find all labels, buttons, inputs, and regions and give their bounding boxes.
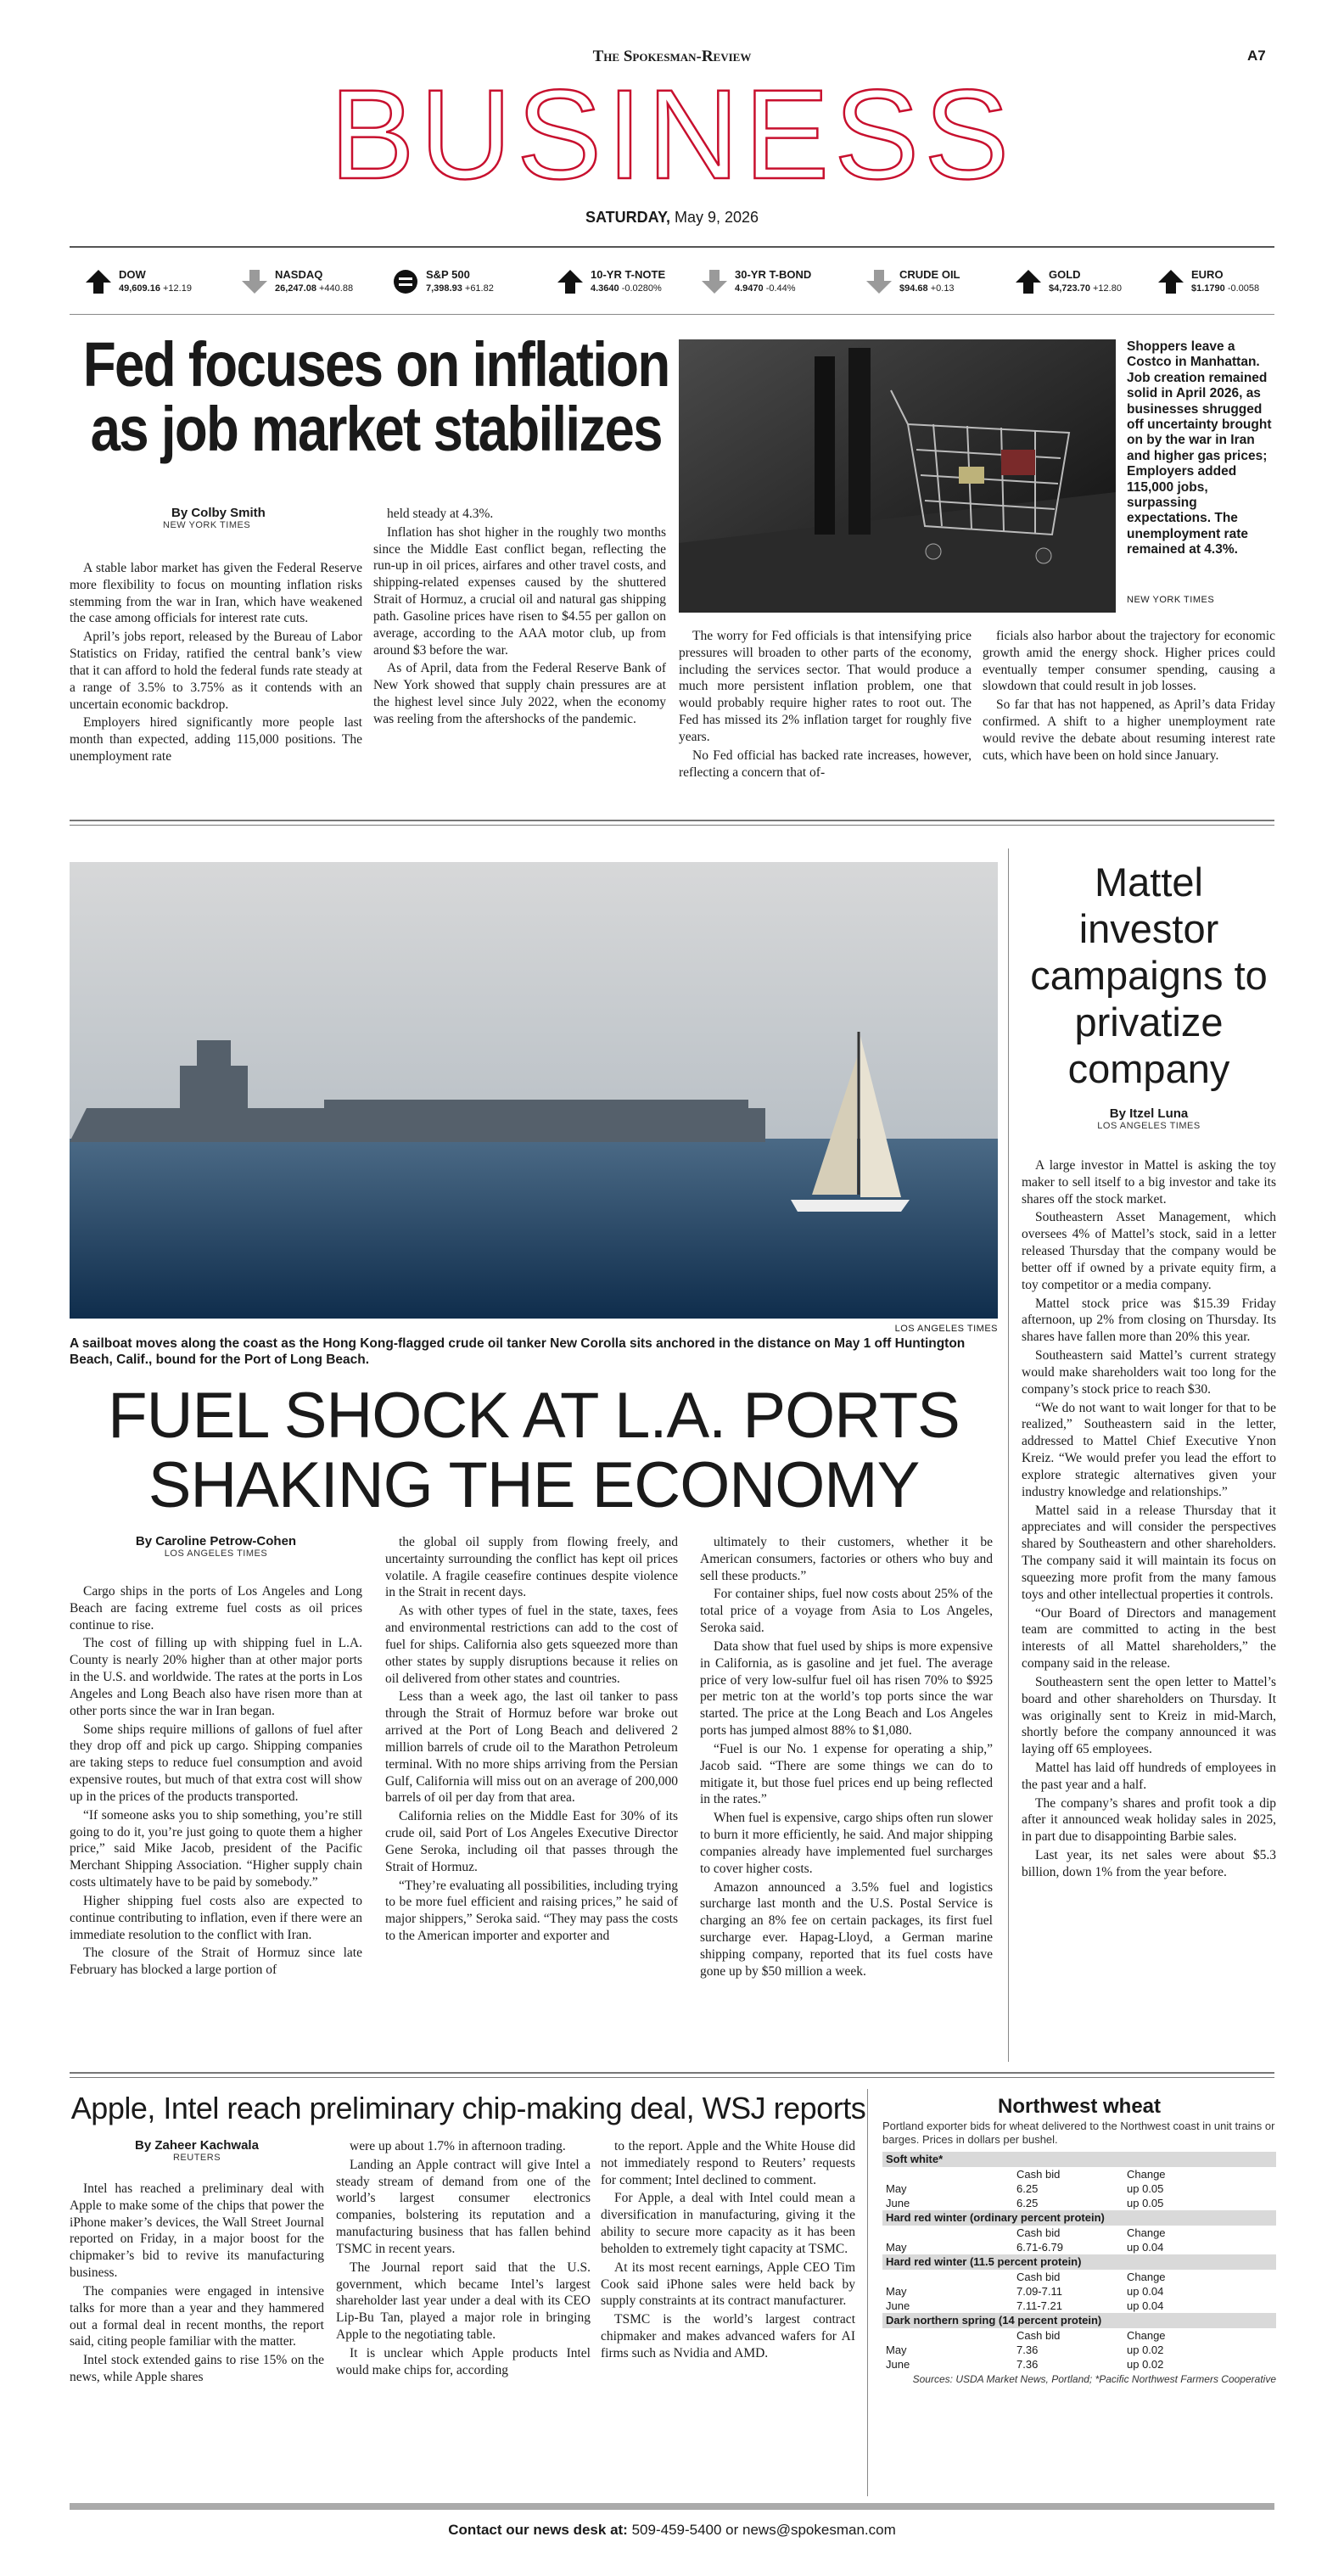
paragraph: Mattel stock price was $15.39 Friday afternoon, up 2% from closing on Thursday. Its shares have fallen more than 20% this year. xyxy=(1022,1296,1276,1345)
page-number: A7 xyxy=(1247,48,1266,64)
paragraph: “Our Board of Directors and management team are committed to acting in the best interests of all Mattel shareholders,” the company said in the release. xyxy=(1022,1605,1276,1672)
wheat-month: June xyxy=(886,2197,910,2209)
story4-credit: REUTERS xyxy=(172,2153,221,2163)
story2-col3 xyxy=(700,1534,993,1982)
story4-headline: Apple, Intel reach preliminary chip-making deal, WSJ reports xyxy=(70,2091,866,2125)
arrow-up-icon xyxy=(1157,268,1184,295)
ticker-euro xyxy=(1157,265,1302,302)
paragraph: When fuel is expensive, cargo ships often run slower to burn it more efficiently, he said. And major shipping companies already have implemented fuel surcharges to cover higher costs. xyxy=(700,1811,993,1876)
column-divider xyxy=(1008,848,1009,2062)
wheat-cash-bid: 7.36 xyxy=(1016,2344,1039,2356)
paragraph: the global oil supply from flowing freely, and uncertainty surrounding the conflict has kept oil prices volatile. A fragile ceasefire continues despite violence in the Strait in recent days. xyxy=(385,1535,678,1600)
wheat-blank-cell xyxy=(882,2328,1016,2343)
story3-byline: By Itzel Luna xyxy=(1109,1106,1189,1121)
story1-col1 xyxy=(70,560,362,767)
footer-contact-value[interactable]: 509-459-5400 or news@spokesman.com xyxy=(631,2522,896,2538)
ticker-change: +61.82 xyxy=(464,283,494,294)
paragraph: Mattel has laid off hundreds of employees in the past year and a half. xyxy=(1022,1760,1276,1792)
paragraph: As of April, data from the Federal Reserve Bank of New York showed that supply chain pressures are at the highest level since July 2022, when the economy was reeling from the aftershocks of the pandemic. xyxy=(373,661,666,726)
wheat-row xyxy=(882,2343,1276,2357)
wheat-cash-bid: 6.25 xyxy=(1016,2182,1039,2195)
wheat-cash-bid: 7.36 xyxy=(1016,2358,1039,2371)
wheat-month: May xyxy=(886,2241,907,2254)
wheat-blank-cell xyxy=(882,2226,1016,2240)
wheat-month: June xyxy=(886,2358,910,2371)
story2-byline-block xyxy=(70,1534,362,1571)
wheat-row xyxy=(882,2240,1276,2254)
wheat-change: up 0.05 xyxy=(1127,2197,1164,2209)
paragraph: The closure of the Strait of Hormuz since late February has blocked a large portion of xyxy=(70,1946,362,1978)
wheat-cash-header: Cash bid xyxy=(1016,2271,1061,2283)
wheat-cash-header: Cash bid xyxy=(1016,2226,1061,2239)
paragraph: Intel stock extended gains to rise 15% on the news, while Apple shares xyxy=(70,2353,324,2385)
paragraph: ultimately to their customers, whether it be American consumers, factories or others who buy and sell these products.” xyxy=(700,1535,993,1583)
wheat-row xyxy=(882,2284,1276,2299)
paragraph: Landing an Apple contract will give Intel a steady stream of demand from one of the world’s largest consumer electronics companies, bolstering its reputation and a manufacturing business that has fallen behind TSMC in recent years. xyxy=(336,2157,591,2256)
wheat-column-header xyxy=(882,2167,1276,2181)
story3-body xyxy=(1022,1157,1276,1883)
wheat-row xyxy=(882,2181,1276,2196)
story2-rule-2 xyxy=(70,2077,1274,2078)
ticker-values xyxy=(426,283,494,294)
paragraph: Some ships require millions of gallons of fuel after they drop off and pick up cargo. Shipping companies are taking steps to reduce fuel consumption and avoid expensive routes, but much of that extra cost will show up in the prices of the products transported. xyxy=(70,1722,362,1804)
ticker-value: 4.9470 xyxy=(735,283,764,294)
paragraph: “We do not want to wait longer for that to be realized,” Southeastern said in the letter, addressed to Mattel Chief Executive Ynon Kreiz. “We would prefer you lead the effort to explore strategic alternatives given your industry knowledge and relationships.” xyxy=(1022,1400,1276,1499)
ticker-name: 30-YR T-BOND xyxy=(735,268,812,281)
story1-photo-credit: NEW YORK TIMES xyxy=(1127,595,1215,605)
paragraph: So far that has not happened, as April’s data Friday confirmed. A shift to a higher unemployment rate would revive the debate about resuming interest rate cuts, which have been on hold since January. xyxy=(983,697,1275,763)
ticker-change: +12.80 xyxy=(1093,283,1122,294)
wheat-row xyxy=(882,2299,1276,2313)
wheat-sources: Sources: USDA Market News, Portland; *Pacific Northwest Farmers Cooperative xyxy=(912,2373,1276,2385)
paragraph: Intel has reached a preliminary deal with Apple to make some of the chips that power the iPhone maker’s devices, the Wall Street Journal reported on Friday, in a major boost for the chipmaker’s bid to revive its manufacturing business. xyxy=(70,2181,324,2281)
paragraph: No Fed official has backed rate increases, however, reflecting a concern that of- xyxy=(679,748,972,780)
story2-photo-caption: A sailboat moves along the coast as the Hong Kong-flagged crude oil tanker New Corolla sits anchored in the distance on May 1 off Huntington Beach, Calif., bound for the Port of Long Beach. xyxy=(70,1336,966,1367)
ticker-value: 49,609.16 xyxy=(119,283,160,294)
story2-credit: LOS ANGELES TIMES xyxy=(164,1548,268,1559)
paragraph: “Fuel is our No. 1 expense for operating a ship,” Jacob said. “There are some things we can do to mitigate it, but those fuel prices end up being reflected in the rates.” xyxy=(700,1741,993,1807)
wheat-cash-bid: 7.09-7.11 xyxy=(1016,2285,1062,2298)
paragraph: TSMC is the world’s largest contract chipmaker and makes advanced wafers for AI firms such as Nvidia and AMD. xyxy=(601,2312,855,2360)
paragraph: were up about 1.7% in afternoon trading. xyxy=(350,2139,566,2153)
wheat-row xyxy=(882,2357,1276,2372)
date-line xyxy=(0,209,1344,227)
ticker-10-yr-t-note xyxy=(557,265,701,302)
story1-byline: By Colby Smith xyxy=(171,506,266,520)
wheat-month: May xyxy=(886,2344,907,2356)
wheat-cash-bid: 6.25 xyxy=(1016,2197,1039,2209)
ticker-name: DOW xyxy=(119,268,146,281)
paragraph: A stable labor market has given the Federal Reserve more flexibility to focus on mounting inflation risks stemming from the war in Iran, which have weakened the case among officials for interest rate cuts. xyxy=(70,561,362,626)
ticker-values xyxy=(275,283,353,294)
wheat-month: June xyxy=(886,2299,910,2312)
footer-contact xyxy=(0,2522,1344,2539)
ticker-values xyxy=(735,283,796,294)
unchanged-icon xyxy=(392,268,419,295)
arrow-down-icon xyxy=(701,268,728,295)
story4-col1 xyxy=(70,2181,324,2388)
wheat-row xyxy=(882,2196,1276,2210)
ticker-change: +440.88 xyxy=(319,283,354,294)
paragraph: “If someone asks you to ship something, you’re still going to do it, you’re just going to quote them a higher price,” said Mike Jacob, president of the Pacific Merchant Shipping Association. “Higher supply chain costs ultimately have to be paid by somebody.” xyxy=(70,1807,362,1890)
wheat-groups xyxy=(882,2152,1276,2372)
ticker-gold xyxy=(1015,265,1159,302)
story1-photo-caption: Shoppers leave a Costco in Manhattan. Job creation remained solid in April 2026, as businesses shrugged off uncertainty brought on by the war in Iran and higher gas prices; Employers added 115,000 jobs, surpassing expectations. The unemployment rate remained at 4.3%. xyxy=(1127,339,1272,557)
ticker-values xyxy=(591,283,662,294)
footer-bar-top xyxy=(70,2503,1274,2510)
paragraph: Southeastern Asset Management, which oversees 4% of Mattel’s stock, said in a letter released Thursday that the company would be better off if owned by a private equity firm, a toy competitor or a media company. xyxy=(1022,1210,1276,1292)
ticker-name: GOLD xyxy=(1049,268,1081,281)
shoppers-photo-illustration xyxy=(679,339,1116,613)
wheat-month: May xyxy=(886,2285,907,2298)
story1-credit: NEW YORK TIMES xyxy=(163,520,251,530)
story2-col1 xyxy=(70,1583,362,1980)
wheat-title: Northwest wheat xyxy=(997,2095,1162,2118)
story2-byline: By Caroline Petrow-Cohen xyxy=(135,1534,297,1548)
paragraph: Mattel said in a release Thursday that it appreciates and will consider the perspectives shared by Southeastern and other shareholders. The company said it will maintain its focus on squeezing more profit from the many famous toys and other intellectual properties it controls. xyxy=(1022,1503,1276,1602)
tickers-rule xyxy=(70,314,1274,315)
ticker-value: 26,247.08 xyxy=(275,283,316,294)
wheat-cash-bid: 7.11-7.21 xyxy=(1016,2299,1062,2312)
ticker-value: 4.3640 xyxy=(591,283,619,294)
wheat-divider xyxy=(867,2089,868,2496)
ticker-values xyxy=(119,283,192,294)
paragraph: to the report. Apple and the White House did not immediately respond to Reuters’ requests for comment; Intel declined to comment. xyxy=(601,2139,855,2187)
story1-col2 xyxy=(373,506,666,730)
story1-rule xyxy=(70,820,1274,821)
story2-photo xyxy=(70,862,998,1319)
paragraph: The worry for Fed officials is that intensifying price pressures will broaden to other parts of the economy, including the services sector. That would produce a much more persistent inflation problem, one that would probably require higher rates to root out. The Fed has missed its 2% inflation target for roughly five years. xyxy=(679,629,972,744)
ticker-values xyxy=(1191,283,1259,294)
story1-rule-2 xyxy=(70,825,1274,826)
paragraph: The Journal report said that the U.S. government, which became Intel’s largest shareholder last year under a deal with its CEO Lip-Bu Tan, played a major role in bringing Apple to the negotiating table. xyxy=(336,2260,591,2343)
paragraph: Higher shipping fuel costs also are expected to continue contributing to inflation, even if there were an immediate resolution to the conflict with Iran. xyxy=(70,1893,362,1942)
story1-byline-block xyxy=(70,506,375,542)
wheat-change: up 0.04 xyxy=(1127,2285,1164,2298)
wheat-intro: Portland exporter bids for wheat delivered to the Northwest coast in unit trains or barges. Prices in dollars per bushel. xyxy=(882,2120,1275,2146)
wheat-change-header: Change xyxy=(1127,2271,1166,2283)
paragraph: The company’s shares and profit took a dip after it announced weak holiday sales in 2025, in part due to disappointing Barbie sales. xyxy=(1022,1795,1276,1845)
wheat-group-header: Hard red winter (ordinary percent protein) xyxy=(882,2210,1276,2226)
wheat-change-header: Change xyxy=(1127,2329,1166,2342)
wheat-group-header: Soft white* xyxy=(882,2152,1276,2167)
paragraph: Data show that fuel used by ships is more expensive in California, as is gasoline and jet fuel. The average price of very low-sulfur fuel oil has risen 70% to $925 per metric ton at the world’s top ports since the war started. The price at the Long Beach and Los Angeles ports has jumped almost 88% to $1,080. xyxy=(700,1638,993,1739)
paragraph: For Apple, a deal with Intel could mean a diversification in manufacturing, giving it the ability to secure more capacity as it has been beholden to extremely tight capacity at TSMC. xyxy=(601,2191,855,2256)
wheat-table xyxy=(882,2094,1276,2386)
wheat-change: up 0.04 xyxy=(1127,2241,1164,2254)
section-title: BUSINESS xyxy=(329,63,1015,205)
ticker-nasdaq xyxy=(241,265,385,302)
wheat-month: May xyxy=(886,2182,907,2195)
date-day: SATURDAY, xyxy=(585,209,670,226)
ticker-dow xyxy=(85,265,229,302)
arrow-up-icon xyxy=(85,268,112,295)
ticker-values xyxy=(899,283,955,294)
story1-headline: Fed focuses on inflation as job market stabilizes xyxy=(82,329,669,464)
paragraph: California relies on the Middle East for 30% of its crude oil, said Port of Los Angeles Executive Director Gene Seroka, including oil that passes through the Strait of Hormuz. xyxy=(385,1809,678,1874)
ticker-change: -0.0280% xyxy=(621,283,662,294)
story4-col3 xyxy=(601,2138,855,2364)
paragraph: Employers hired significantly more people last month than expected, adding 115,000 positions. The unemployment rate xyxy=(70,715,362,764)
wheat-cash-header: Cash bid xyxy=(1016,2329,1061,2342)
paragraph: For container ships, fuel now costs about 25% of the total price of a voyage from Asia to Los Angeles, Seroka said. xyxy=(700,1587,993,1636)
arrow-down-icon xyxy=(865,268,893,295)
wheat-change: up 0.02 xyxy=(1127,2358,1164,2371)
paragraph: Less than a week ago, the last oil tanker to pass through the Strait of Hormuz before war broke out arrived at the Port of Long Beach and delivered 2 million barrels of crude oil to the Marathon Petroleum terminal. With no more ships arriving from the Persian Gulf, California will miss out on an average of 200,000 barrels of oil per day from that area. xyxy=(385,1689,678,1806)
wheat-group-header: Dark northern spring (14 percent protein) xyxy=(882,2313,1276,2328)
paragraph: Southeastern said Mattel’s current strategy would make shareholders wait too long for the company’s stock price to reach $30. xyxy=(1022,1348,1276,1397)
story3-byline-block xyxy=(1022,1106,1276,1143)
paragraph: Amazon announced a 3.5% fuel and logistics surcharge last month and the U.S. Postal Service is charging an 8% fee on certain packages, its first fuel surcharge ever. Hapag-Lloyd, a German marine shipping company, reported that its fuel costs have gone up by $50 million a week. xyxy=(700,1879,993,1979)
ticker-name: NASDAQ xyxy=(275,268,323,281)
wheat-column-header xyxy=(882,2226,1276,2240)
wheat-group-header: Hard red winter (11.5 percent protein) xyxy=(882,2254,1276,2270)
ticker-value: 7,398.93 xyxy=(426,283,462,294)
story4-byline-block xyxy=(70,2138,324,2175)
story3-credit: LOS ANGELES TIMES xyxy=(1097,1121,1201,1131)
ticker-change: +12.19 xyxy=(163,283,192,294)
story1-col4 xyxy=(983,628,1275,766)
wheat-blank-cell xyxy=(882,2167,1016,2181)
footer-label: Contact our news desk at: xyxy=(448,2522,628,2538)
wheat-change: up 0.04 xyxy=(1127,2299,1164,2312)
paragraph: The cost of filling up with shipping fuel in L.A. County is nearly 20% higher than at other major ports in the U.S. and worldwide. The rates at the ports in Los Angeles and Long Beach also have risen more than at other ports since the war in Iran began. xyxy=(70,1636,362,1718)
ticker-value: $94.68 xyxy=(899,283,928,294)
story4-col2 xyxy=(336,2138,591,2381)
paragraph: At its most recent earnings, Apple CEO Tim Cook said iPhone sales were held back by supply constraints at its contract manufacturer. xyxy=(601,2260,855,2309)
story2-photo-credit: LOS ANGELES TIMES xyxy=(894,1324,998,1334)
paragraph: It is unclear which Apple products Intel would make chips for, according xyxy=(336,2345,591,2377)
story2-headline: FUEL SHOCK AT L.A. PORTS SHAKING THE ECONOMY xyxy=(108,1380,960,1521)
story1-photo xyxy=(679,339,1116,613)
paragraph: ficials also harbor about the trajectory for economic growth amid the energy shock. Higher prices could eventually temper consumer spending, causing a slowdown that could result in job losses. xyxy=(983,629,1275,694)
paragraph: held steady at 4.3%. xyxy=(387,507,494,521)
paragraph: The companies were engaged in intensive talks for more than a year and they hammered out a formal deal in recent months, the report said, citing people familiar with the matter. xyxy=(70,2283,324,2349)
ticker-change: -0.0058 xyxy=(1227,283,1260,294)
paragraph: “They’re evaluating all possibilities, including trying to be more fuel efficient and raising prices,” he said of major shippers,” Seroka said. “They may pass the costs to the American importer and exporter and xyxy=(385,1878,678,1944)
paragraph: Last year, its net sales were about $5.3 billion, down 1% from the year before. xyxy=(1022,1848,1276,1879)
story1-col3 xyxy=(679,628,972,782)
wheat-change: up 0.02 xyxy=(1127,2344,1164,2356)
wheat-change: up 0.05 xyxy=(1127,2182,1164,2195)
arrow-up-icon xyxy=(1015,268,1042,295)
story2-rule xyxy=(70,2072,1274,2074)
ticker-change: -0.44% xyxy=(765,283,796,294)
ticker-crude-oil xyxy=(865,265,1010,302)
date-value: May 9, 2026 xyxy=(674,209,759,226)
story2-col2 xyxy=(385,1534,678,1946)
paper-name: The Spokesman-Review xyxy=(592,48,752,65)
arrow-down-icon xyxy=(241,268,268,295)
wheat-change-header: Change xyxy=(1127,2168,1166,2181)
wheat-cash-bid: 6.71-6.79 xyxy=(1016,2241,1063,2254)
wheat-blank-cell xyxy=(882,2270,1016,2284)
wheat-column-header xyxy=(882,2328,1276,2343)
paragraph: Cargo ships in the ports of Los Angeles and Long Beach are facing extreme fuel costs as oil prices continue to rise. xyxy=(70,1584,362,1632)
wheat-cash-header: Cash bid xyxy=(1016,2168,1061,2181)
paragraph: Southeastern sent the open letter to Mattel’s board and other shareholders on Thursday. It was originally sent to Kreiz in mid-March, shortly before the company announced it was laying off 65 employees. xyxy=(1022,1674,1276,1757)
arrow-up-icon xyxy=(557,268,584,295)
ticker-values xyxy=(1049,283,1122,294)
paragraph: April’s jobs report, released by the Bureau of Labor Statistics on Friday, ratified the central bank’s view that it can afford to hold the federal funds rate steady at a range of 3.5% to 3.75% as it contends with an uncertain economic backdrop. xyxy=(70,630,362,712)
paragraph: A large investor in Mattel is asking the toy maker to sell itself to a big investor and take its shares off the stock market. xyxy=(1022,1158,1276,1207)
ticker-value: $1.1790 xyxy=(1191,283,1225,294)
story3-headline: Mattel investor campaigns to privatize company xyxy=(1030,860,1268,1091)
ticker-change: +0.13 xyxy=(930,283,955,294)
story4-byline: By Zaheer Kachwala xyxy=(135,2138,259,2153)
paragraph: Inflation has shot higher in the roughly two months since the Middle East conflict began, reflecting the run-up in oil prices, airfares and other travel costs, and shipping-related expenses caused by the shuttered Strait of Hormuz, a crucial oil and natural gas shipping path. Gasoline prices have risen to $4.55 per gallon on average, according to the AAA motor club, up from around $3 before the war. xyxy=(373,524,666,658)
tanker-sailboat-photo-illustration xyxy=(70,862,998,1319)
ticker-30-yr-t-bond xyxy=(701,265,845,302)
wheat-column-header xyxy=(882,2270,1276,2284)
ticker-s-p-500 xyxy=(392,265,536,302)
ticker-value: $4,723.70 xyxy=(1049,283,1090,294)
ticker-name: S&P 500 xyxy=(426,268,470,281)
wheat-change-header: Change xyxy=(1127,2226,1166,2239)
paragraph: As with other types of fuel in the state, taxes, fees and environmental restrictions can add to the cost of fuel for ships. California also gets squeezed more than other states by supply disruptions because it relies on oil delivered from other states and countries. xyxy=(385,1604,678,1686)
ticker-name: 10-YR T-NOTE xyxy=(591,268,666,281)
masthead-rule xyxy=(70,246,1274,248)
ticker-name: CRUDE OIL xyxy=(899,268,960,281)
ticker-name: EURO xyxy=(1191,268,1224,281)
